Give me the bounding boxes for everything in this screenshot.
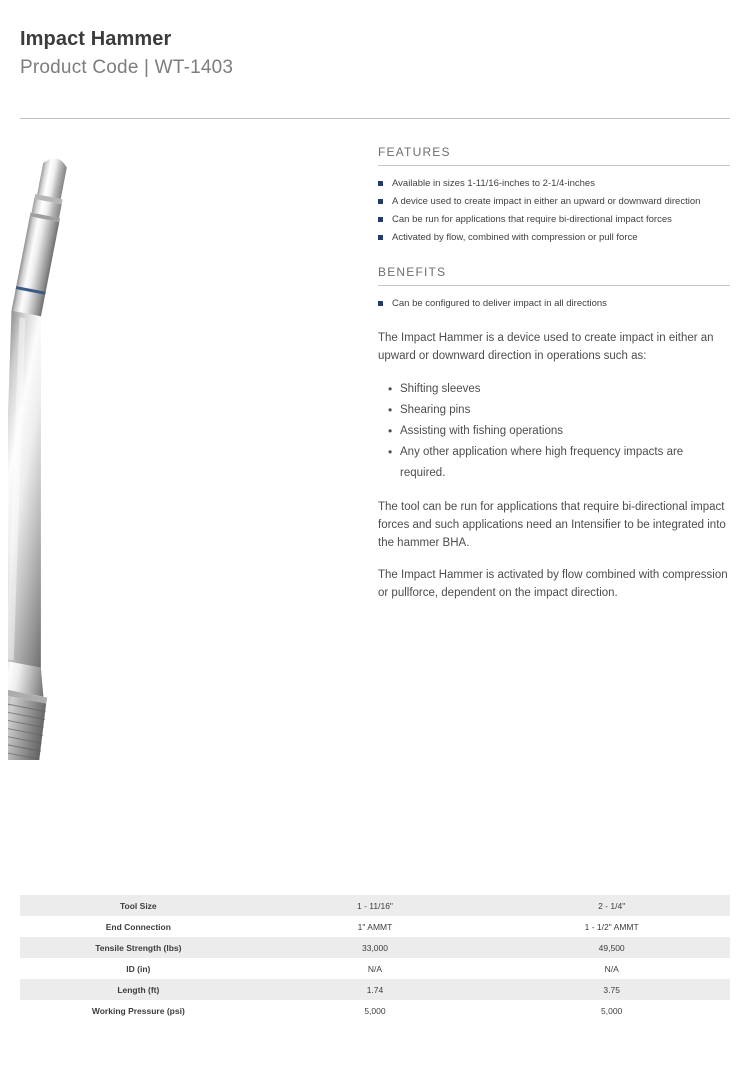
features-heading: FEATURES <box>378 145 451 159</box>
row-label: Tool Size <box>20 895 257 916</box>
table-row <box>20 937 730 958</box>
row-label: End Connection <box>20 916 257 937</box>
impact-hammer-illustration <box>8 140 348 760</box>
benefits-section <box>378 265 730 313</box>
product-details-column <box>378 145 730 616</box>
table-row <box>20 895 730 916</box>
header-divider <box>20 118 730 119</box>
applications-list <box>378 379 730 484</box>
page-title: Impact Hammer <box>20 28 172 50</box>
list-item: Can be configured to deliver impact in all directions <box>378 295 730 313</box>
list-item: • Shifting sleeves <box>388 379 730 400</box>
list-item: • Any other application where high frequency impacts are required. <box>388 442 730 484</box>
row-value-1: 5,000 <box>257 1000 494 1021</box>
description-intro: The Impact Hammer is a device used to create impact in either an upward or downward direction in operations such as: <box>378 332 714 362</box>
row-value-2: N/A <box>493 958 730 979</box>
description-section <box>378 329 730 602</box>
benefits-divider <box>378 285 730 286</box>
features-divider <box>378 165 730 166</box>
table-row <box>20 979 730 1000</box>
row-label: ID (in) <box>20 958 257 979</box>
row-value-2: 3.75 <box>493 979 730 1000</box>
page-header <box>20 28 730 79</box>
features-section <box>378 145 730 247</box>
features-list <box>378 175 730 247</box>
description-paragraph-2: The tool can be run for applications that require bi-directional impact forces and such applications need an Intensifier to be integrated into the hammer BHA. <box>378 501 726 549</box>
row-value-2: 49,500 <box>493 937 730 958</box>
row-label: Length (ft) <box>20 979 257 1000</box>
row-value-2: 1 - 1/2" AMMT <box>493 916 730 937</box>
benefits-list <box>378 295 730 313</box>
product-image <box>8 140 348 760</box>
row-label: Tensile Strength (lbs) <box>20 937 257 958</box>
table-row <box>20 916 730 937</box>
benefits-heading: BENEFITS <box>378 265 447 279</box>
specifications-table <box>20 895 730 1021</box>
row-value-1: N/A <box>257 958 494 979</box>
list-item: • Assisting with fishing operations <box>388 421 730 442</box>
description-paragraph-3: The Impact Hammer is activated by flow combined with compression or pullforce, dependent on the impact direction. <box>378 569 728 599</box>
row-value-1: 33,000 <box>257 937 494 958</box>
list-item: Can be run for applications that require bi-directional impact forces <box>378 211 730 229</box>
table-row <box>20 958 730 979</box>
row-value-2: 2 - 1/4" <box>493 895 730 916</box>
list-item: • Shearing pins <box>388 400 730 421</box>
list-item: Available in sizes 1-11/16-inches to 2-1/4-inches <box>378 175 730 193</box>
list-item: Activated by flow, combined with compression or pull force <box>378 229 730 247</box>
row-value-1: 1.74 <box>257 979 494 1000</box>
product-code-subtitle: Product Code | WT-1403 <box>20 57 234 78</box>
table-row <box>20 1000 730 1021</box>
row-value-1: 1" AMMT <box>257 916 494 937</box>
row-value-2: 5,000 <box>493 1000 730 1021</box>
row-value-1: 1 - 11/16" <box>257 895 494 916</box>
list-item: A device used to create impact in either an upward or downward direction <box>378 193 730 211</box>
row-label: Working Pressure (psi) <box>20 1000 257 1021</box>
